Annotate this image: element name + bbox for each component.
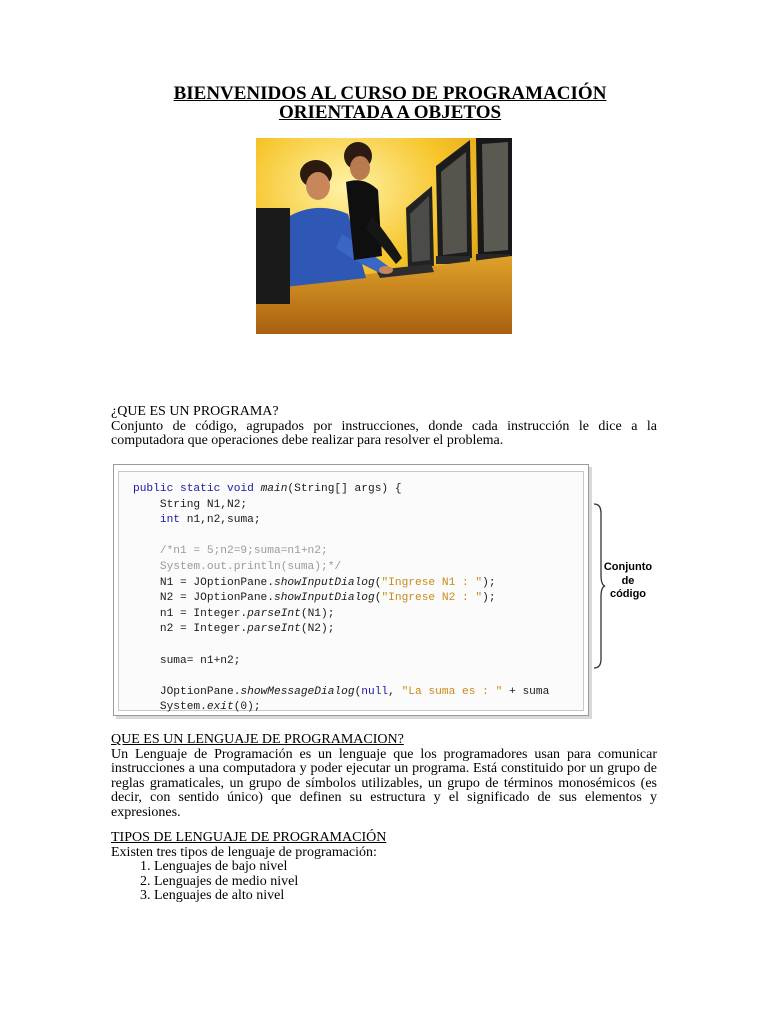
code-token: "Ingrese N1 : " [381,576,483,589]
code-listing [133,482,549,716]
code-screenshot [113,464,589,716]
code-line [133,498,549,514]
section-heading: TIPOS DE LENGUAJE DE PROGRAMACIÓN [111,830,387,845]
code-line [133,529,549,545]
code-token: n1,n2,suma; [180,514,261,527]
code-token: ); [482,576,496,589]
brace-label [596,561,660,602]
code-token: N2 = JOptionPane. [133,592,274,605]
code-token: (N2); [300,623,335,636]
code-line [133,654,549,670]
code-line [133,669,549,685]
code-token: showInputDialog [274,592,375,605]
code-token: public static void [133,483,261,495]
code-line [133,638,549,654]
code-token: ( [374,592,382,605]
section-intro: Existen tres tipos de lenguaje de programación: [111,844,377,860]
code-line [133,591,549,607]
brace-label-line-2: de [621,574,635,587]
code-token: System. [133,701,207,714]
code-token: ( [354,685,362,698]
code-token: parseInt [247,623,301,636]
code-token: (0); [233,701,261,714]
code-token: n1 = Integer. [133,607,248,620]
section-que-es-programa [111,405,657,449]
students-at-computers-photo [256,138,512,334]
code-line [133,622,549,638]
code-line [133,513,549,529]
code-token: showMessageDialog [240,685,355,698]
section-heading: QUE ES UN LENGUAJE DE PROGRAMACION? [111,732,404,747]
code-line [133,576,549,592]
section-body: Conjunto de código, agrupados por instrucciones, donde cada instrucción le dice a la computadora que operaciones debe realizar para resolver el problema. [111,418,657,448]
code-line [133,685,549,701]
list-item: 2. Lenguajes de medio nivel [154,875,657,890]
code-token: showInputDialog [274,576,375,589]
code-token: n2 = Integer. [133,623,248,636]
section-tipos-lenguaje [111,831,657,904]
code-token: parseInt [247,607,301,620]
code-line [133,607,549,623]
code-token: "La suma es : " [401,685,503,698]
code-token: (N1); [300,607,335,620]
language-types-list [111,860,657,904]
page-title-line-2: ORIENTADA A OBJETOS [278,102,502,123]
page-title [100,84,680,122]
code-line [133,700,549,716]
code-line [133,560,549,576]
list-item: 3. Lenguajes de alto nivel [154,889,657,904]
code-token: , [388,685,402,698]
code-token: null [361,685,389,698]
code-line [133,544,549,560]
code-token: System.out.println(suma);*/ [133,560,342,573]
code-token: exit [206,701,234,714]
code-token: /*n1 = 5;n2=9;suma=n1+n2; [133,545,328,558]
page-title-line-1: BIENVENIDOS AL CURSO DE PROGRAMACIÓN [173,83,607,104]
code-token: ); [482,592,496,605]
section-que-es-lenguaje [111,733,657,820]
code-token: N1 = JOptionPane. [133,576,274,589]
code-token: main [260,483,288,495]
photo-illustration [256,138,512,334]
code-token: + suma [502,685,550,698]
code-line [133,482,549,498]
code-token: (String[] args) { [287,483,402,495]
code-token: String N1,N2; [133,498,248,511]
code-token: "Ingrese N2 : " [381,592,483,605]
brace-label-line-3: código [609,588,647,600]
section-body: Un Lenguaje de Programación es un lenguaje que los programadores usan para comunicar instrucciones a una computadora y poder ejecutar un programa. Está constituido por un grupo de reglas gramaticales, un grupo de símbolos utilizables, un grupo de términos monosémicos (es decir, con sentido único) que definen su estructura y el significado de sus elementos y expresiones. [111,746,657,820]
list-item: 1. Lenguajes de bajo nivel [154,860,657,875]
code-editor-frame [118,471,584,714]
code-token [133,514,160,526]
brace-label-line-1: Conjunto [603,561,653,573]
code-token: suma= n1+n2; [133,654,241,667]
code-token: int [159,514,181,527]
code-token: ( [374,576,382,589]
code-token: JOptionPane. [133,685,241,698]
section-heading: ¿QUE ES UN PROGRAMA? [111,404,279,419]
